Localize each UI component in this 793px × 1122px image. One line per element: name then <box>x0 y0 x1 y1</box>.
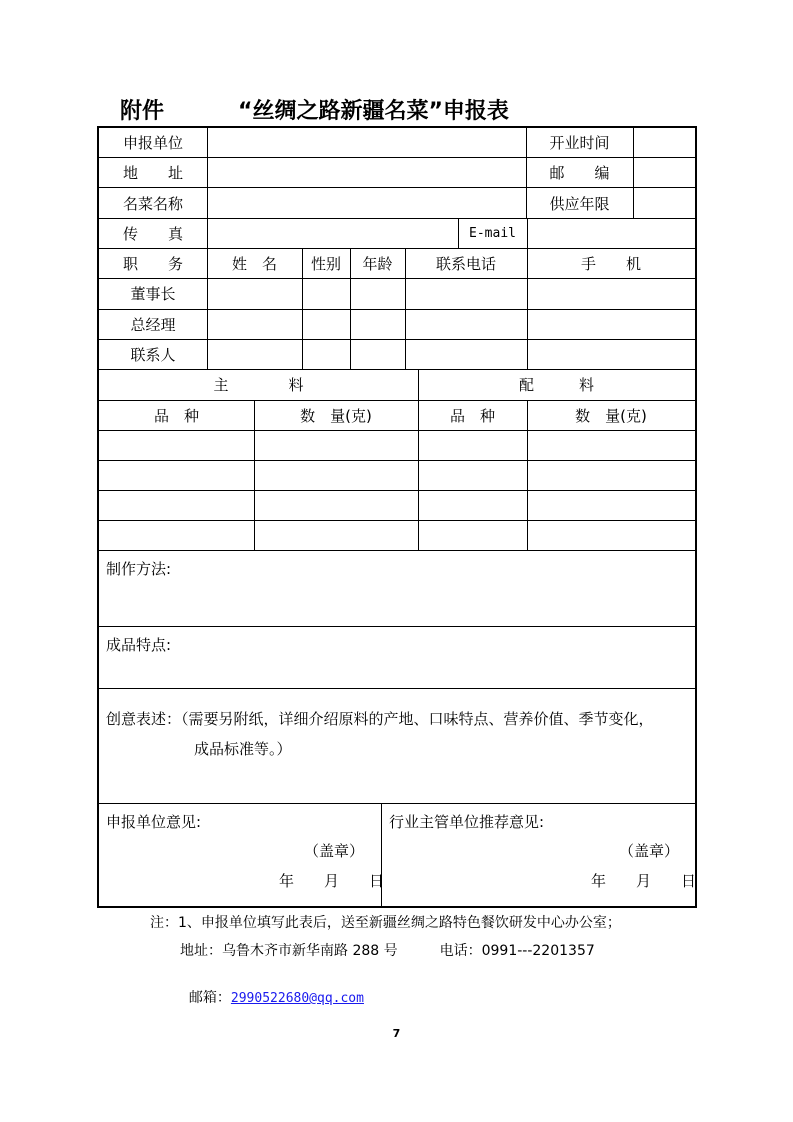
note-email-row <box>180 968 364 1009</box>
authority-date: 年 月 日 <box>591 872 697 890</box>
mobile-header: 手 机 <box>580 255 641 273</box>
email-link[interactable]: 2990522680@qq.com <box>230 991 364 1006</box>
age-header: 年龄 <box>362 255 393 273</box>
note-address: 地址：乌鲁木齐市新华南路 288 号 电话：0991---2201357 <box>180 943 595 959</box>
creative-text-line1: 创意表述：（需要另附纸，详细介绍原料的产地、口味特点、营养价值、季节变化， <box>106 710 654 728</box>
chairman-label: 董事长 <box>130 285 176 303</box>
applicant-date: 年 月 日 <box>279 872 385 890</box>
title-main: “丝绸之路新疆名菜”申报表 <box>238 99 509 124</box>
contact-label: 联系人 <box>130 346 176 364</box>
side-ingredients-header: 配 料 <box>518 376 594 394</box>
side-variety-header: 品 种 <box>449 407 495 425</box>
authority-seal: （盖章） <box>619 842 680 860</box>
fax-label: 传 真 <box>122 225 183 243</box>
applicant-opinion-label: 申报单位意见: <box>106 813 202 831</box>
applicant-seal: （盖章） <box>304 842 365 860</box>
email-label: E-mail <box>469 226 516 241</box>
open-time-label: 开业时间 <box>549 134 610 152</box>
main-quantity-header: 数 量(克) <box>300 407 372 425</box>
main-ingredients-header: 主 料 <box>213 376 304 394</box>
postcode-label: 邮 编 <box>549 164 610 182</box>
authority-opinion-label: 行业主管单位推荐意见: <box>389 813 545 831</box>
gm-label: 总经理 <box>130 316 176 334</box>
gender-header: 性别 <box>310 255 341 273</box>
page-number: 7 <box>392 1027 401 1040</box>
name-header: 姓 名 <box>231 255 277 273</box>
features-label: 成品特点: <box>106 636 172 654</box>
side-quantity-header: 数 量(克) <box>575 407 647 425</box>
application-form-table <box>97 126 697 908</box>
creative-text-line2: 成品标准等。） <box>194 740 292 758</box>
title-prefix: 附件 <box>120 99 165 124</box>
note-line-1: 注：1、申报单位填写此表后，送至新疆丝绸之路特色餐饮研发中心办公室； <box>150 915 621 931</box>
dish-name-label: 名菜名称 <box>122 195 183 213</box>
page-title <box>120 94 509 125</box>
phone-header: 联系电话 <box>435 255 496 273</box>
main-variety-header: 品 种 <box>153 407 199 425</box>
supply-years-label: 供应年限 <box>549 195 610 213</box>
applicant-label: 申报单位 <box>122 134 183 152</box>
method-label: 制作方法: <box>106 560 172 578</box>
position-header: 职 务 <box>122 255 183 273</box>
note-email-label: 邮箱： <box>188 990 231 1006</box>
address-label: 地 址 <box>122 164 183 182</box>
